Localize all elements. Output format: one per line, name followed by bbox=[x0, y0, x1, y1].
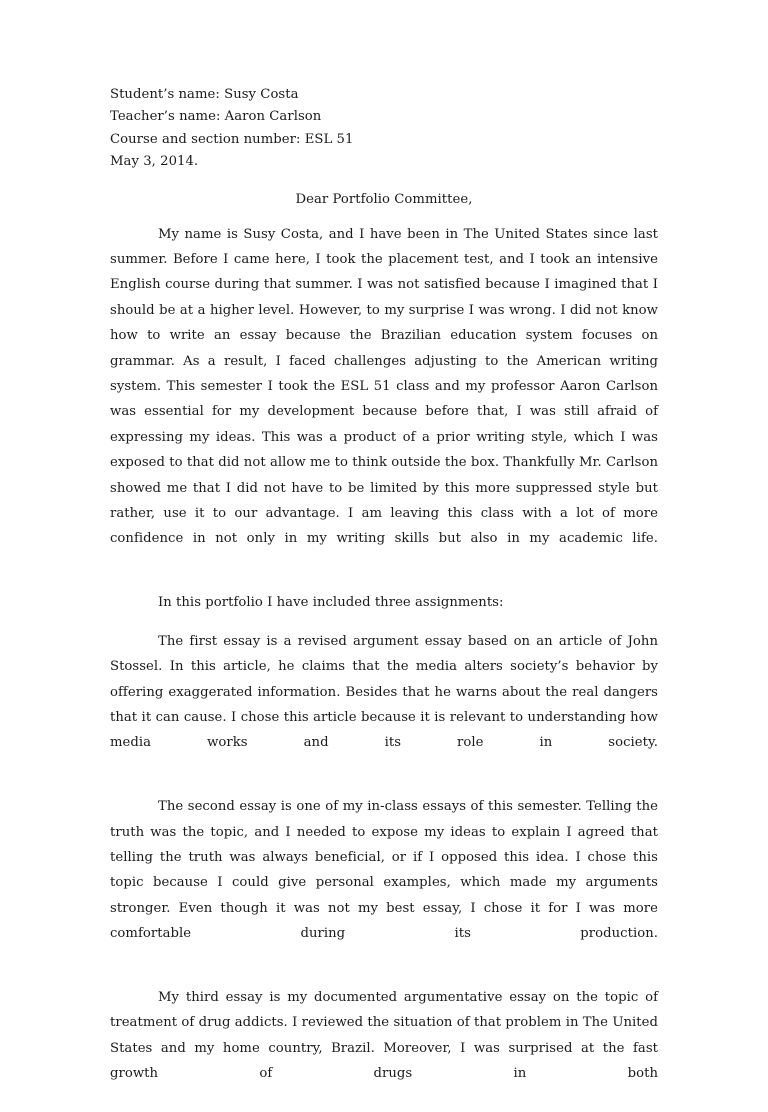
document-body bbox=[110, 84, 658, 1112]
body-paragraph-assignments-intro: In this portfolio I have included three assignments: bbox=[158, 595, 504, 611]
salutation: Dear Portfolio Committee, bbox=[295, 192, 473, 208]
heading-line-course-section: Course and section number: ESL 51 bbox=[110, 131, 354, 147]
heading-line-teacher-name: Teacher’s name: Aaron Carlson bbox=[110, 109, 322, 125]
heading-block bbox=[110, 84, 658, 173]
body-paragraph-third-essay: My third essay is my documented argumentative essay on the topic of treatment of drug addicts. I reviewed the situation of that problem in The United States and my home country, Brazil. Moreover, I was surprised at the fast growth of drugs in both bbox=[110, 989, 658, 1082]
heading-line-date: May 3, 2014. bbox=[110, 153, 199, 169]
heading-line-student-name: Student’s name: Susy Costa bbox=[110, 87, 299, 102]
body-paragraph-introduction: My name is Susy Costa, and I have been in The United States since last summer. Before I came here, I took the placement test, and I took an intensive English course during that summer. I was not satisfied because I imagined that I should be at a higher level. However, to my surprise I was wrong. I did not know how to write an essay because the Brazilian education system focuses on grammar. As a result, I faced challenges adjusting to the American writing system. This semester I took the ESL 51 class and my professor Aaron Carlson was essential for my development because before that, I was still afraid of expressing my ideas. This was a product of a prior writing style, which I was exposed to that did not allow me to think outside the box. Thankfully Mr. Carlson showed me that I did not have to be limited by this more suppressed style but rather, use it to our advantage. I am leaving this class with a lot of more confidence in not only in my writing skills but also in my academic life. bbox=[110, 226, 658, 547]
body-paragraph-second-essay: The second essay is one of my in-class essays of this semester. Telling the truth was the topic, and I needed to expose my ideas to explain I agreed that telling the truth was always beneficial, or if I opposed this idea. I chose this topic because I could give personal examples, which made my arguments stronger. Even though it was not my best essay, I chose it for I was more comfortable during its production. bbox=[110, 799, 658, 942]
body-paragraph-first-essay: The first essay is a revised argument essay based on an article of John Stossel. In this article, he claims that the media alters society’s behavior by offering exaggerated information. Besides that he warns about the real dangers that it can cause. I chose this article because it is relevant to understanding how media works and its role in society. bbox=[110, 633, 658, 751]
